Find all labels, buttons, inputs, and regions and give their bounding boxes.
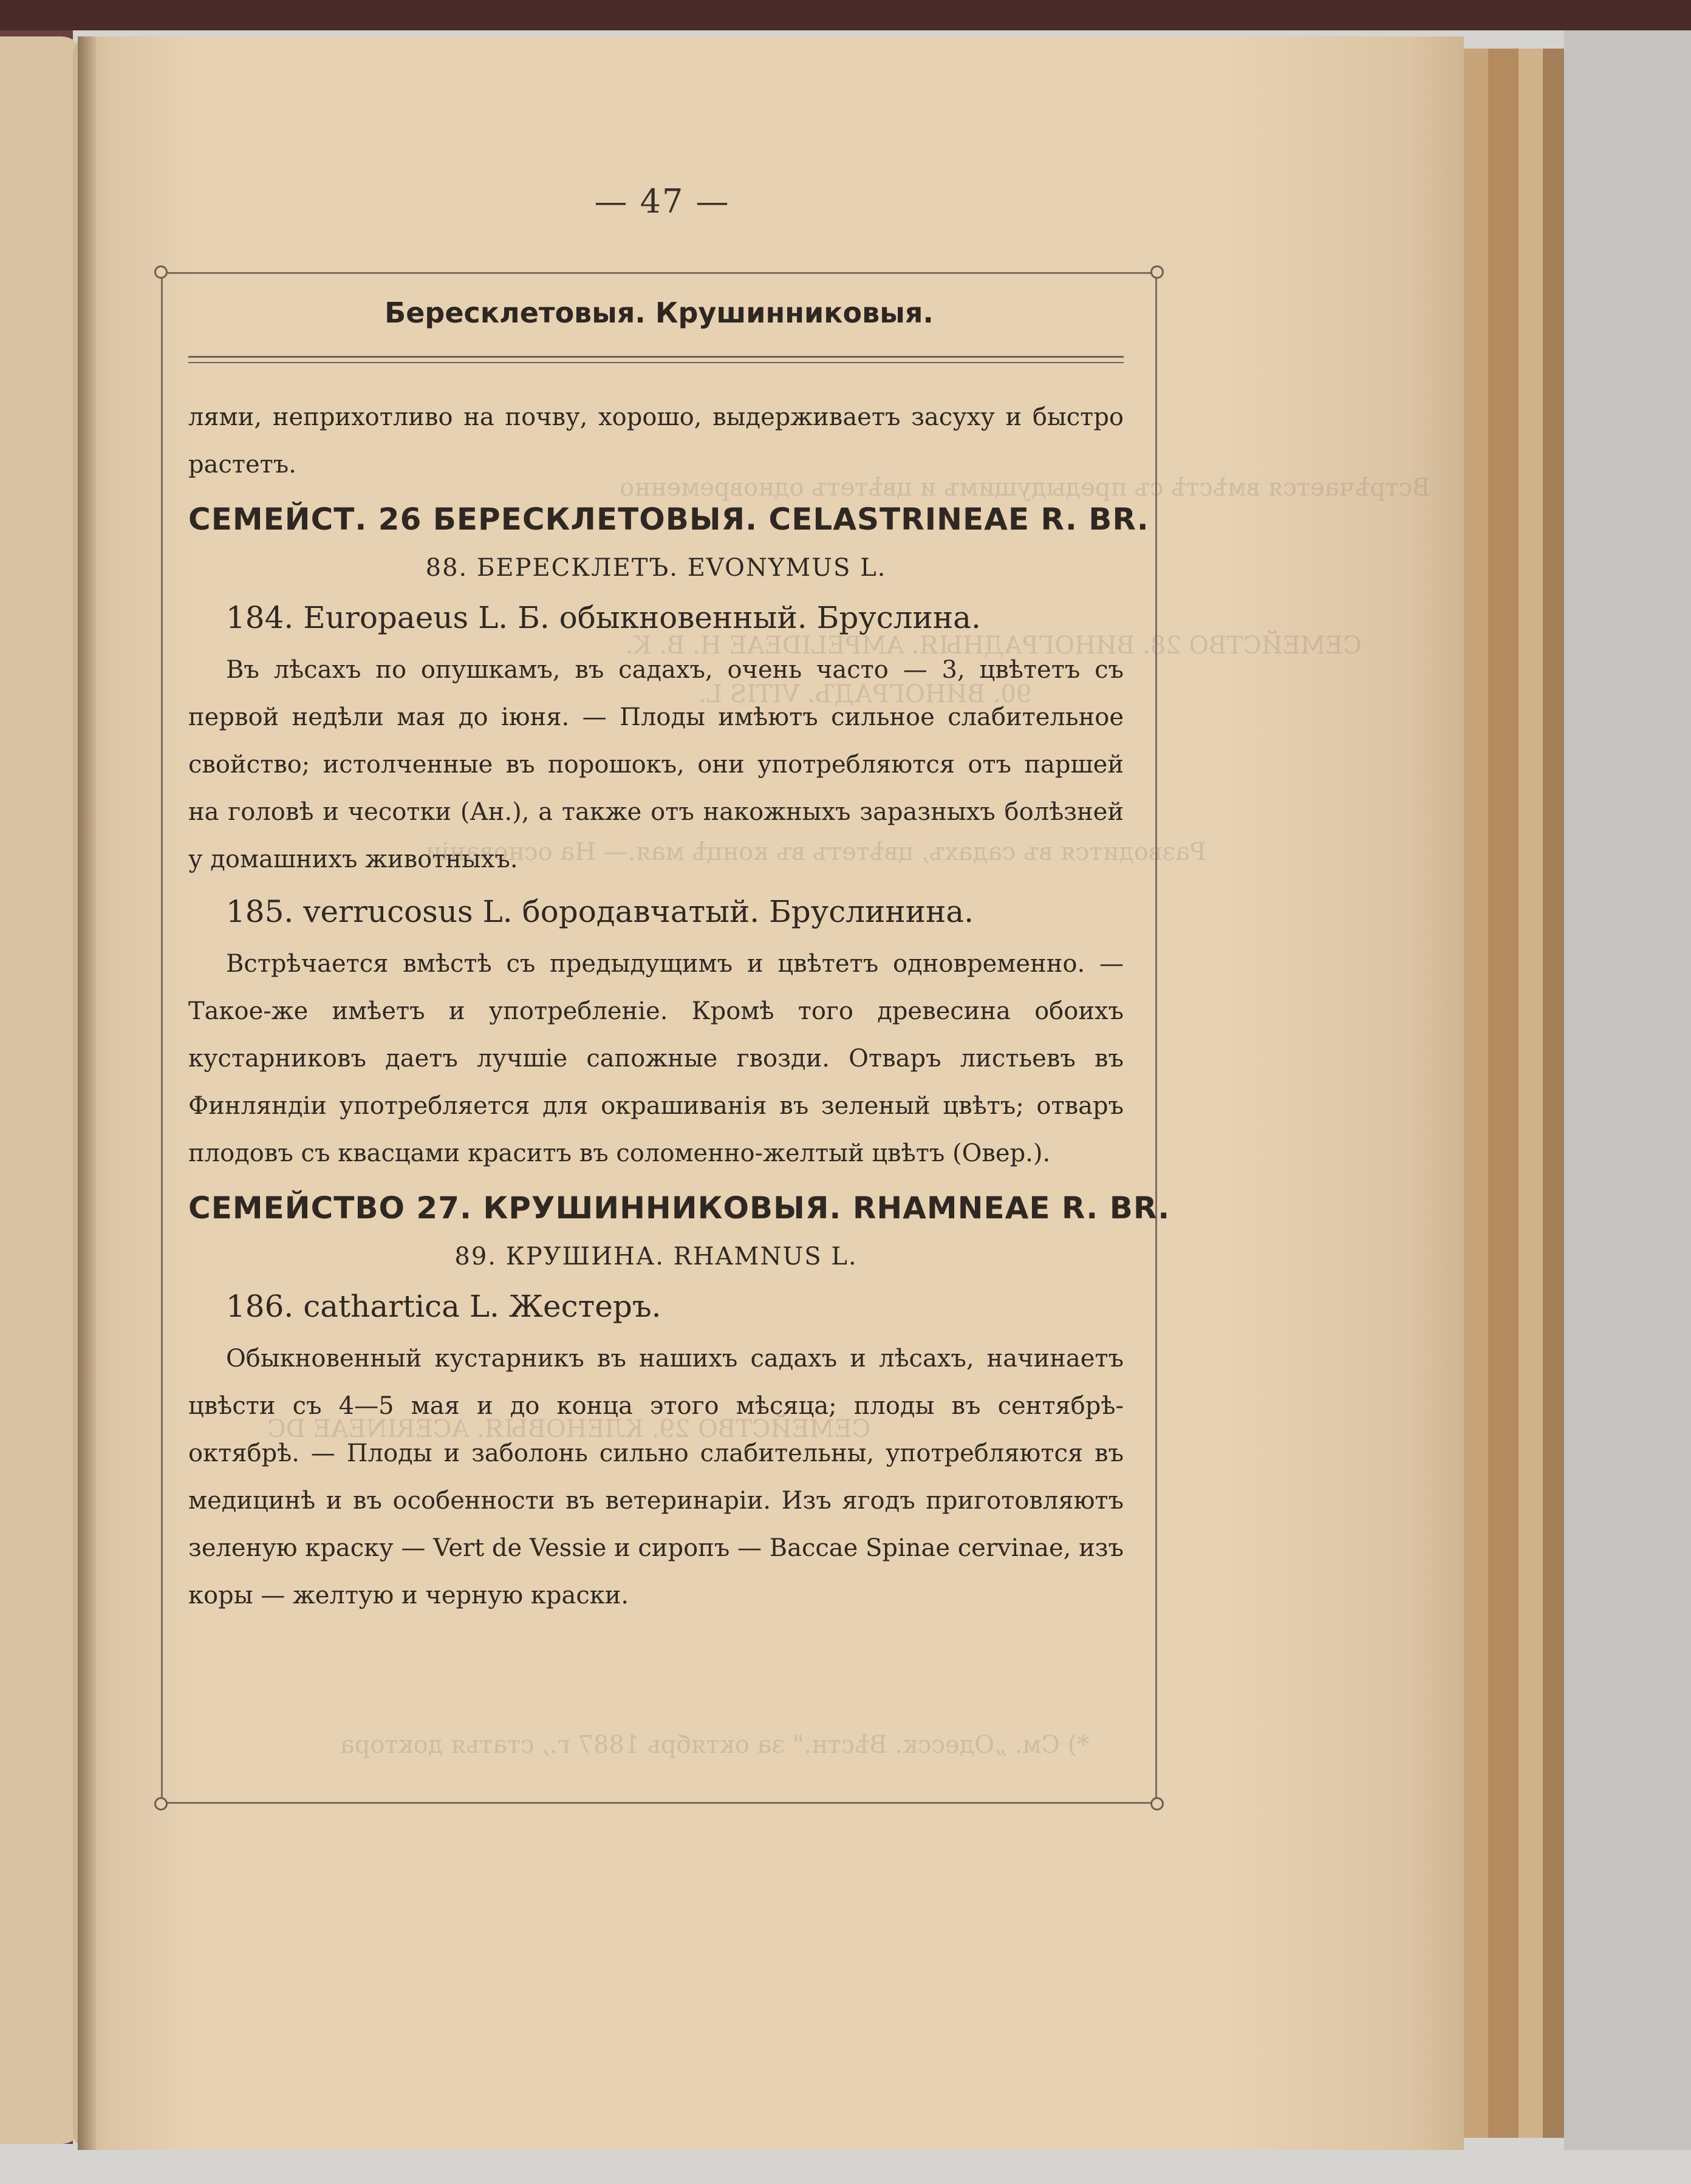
family-heading: СЕМЕЙСТВО 27. КРУШИННИКОВЫЯ. RHAMNEAE R. BR. [188,1190,1170,1226]
facing-page-edge [0,36,85,2144]
bleed-through-text: *) См. „Одесск. Вѣстн." за октябрь 1887 г., статья доктора [340,1731,1090,1759]
frame-corner-ornament [154,1797,168,1810]
bleed-through-text: Разводится въ садахъ, цвѣтетъ въ концѣ мая.— На основаніи [425,838,1207,866]
page-block-edge [1543,49,1564,2138]
species-title: 185. verrucosus L. бородавчатый. Бруслинина. [226,894,974,929]
header-rule [188,362,1124,363]
page-block-edge [1488,49,1518,2138]
species-title: 186. cathartica L. Жестеръ. [226,1289,661,1324]
page-gutter [78,36,96,2150]
frame-corner-ornament [154,265,168,279]
page-text [188,394,1170,1619]
bleed-through-text: СЕМЕЙСТВО 28. ВИНОГРАДНЫЯ. AMPELIDEAE H. B. K. [626,632,1362,660]
page-number: — 47 — [594,182,730,220]
genus-heading: 89. КРУШИНА. RHAMNUS L. [454,1243,858,1271]
frame-corner-ornament [1150,1797,1164,1810]
header-rule [188,356,1124,358]
species-description: Въ лѣсахъ по опушкамъ, въ садахъ, очень часто — 3, цвѣтетъ съ первой недѣли мая до іюня. — Плоды имѣютъ сильное слабительное свойство; истолченные въ порошокъ, они употребляются отъ паршей на головѣ и чесотки (Ан.), а также отъ накожныхъ заразныхъ болѣзней у домашнихъ животныхъ. [188,656,1124,873]
bleed-through-text: Встрѣчается вмѣстѣ съ предыдущимъ и цвѣтетъ одновременно [620,474,1430,502]
species-description: Обыкновенный кустарникъ въ нашихъ садахъ и лѣсахъ, начинаетъ цвѣсти съ 4—5 мая и до конца этого мѣсяца; плоды въ сентябрѣ-октябрѣ. — Плоды и заболонь сильно слабительны, употребляются въ медицинѣ и въ особенности въ ветеринаріи. Изъ ягодъ приготовляютъ зеленую краску — Vert de Vessie и сиропъ — Baccae Spinae cervinae, изъ коры — желтую и черную краски. [188,1345,1124,1609]
species-description: Встрѣчается вмѣстѣ съ предыдущимъ и цвѣтетъ одновременно. — Такое-же имѣетъ и употребленіе. Кромѣ того древесина обоихъ кустарниковъ даетъ лучшіе сапожные гвозди. Отваръ листьевъ въ Финляндіи употребляется для окрашиванія въ зеленый цвѣтъ; отваръ плодовъ съ квасцами краситъ въ соломенно-желтый цвѣтъ (Овер.). [188,950,1124,1167]
family-heading: СЕМЕЙСТ. 26 БЕРЕСКЛЕТОВЫЯ. CELASTRINEAE R. BR. [188,502,1149,537]
bleed-through-text: 90. ВИНОГРАДЪ. VITIS L. [699,680,1032,708]
frame-corner-ornament [1150,265,1164,279]
continuation-paragraph: лями, неприхотливо на почву, хорошо, выдерживаетъ засуху и быстро растетъ. [188,403,1124,479]
genus-heading: 88. БЕРЕСКЛЕТЪ. EVONYMUS L. [425,554,887,582]
scanner-bed-right [1564,30,1691,2150]
scanner-bed-top [0,0,1691,30]
page-block-edge [1518,49,1543,2138]
bleed-through-text: СЕМЕЙСТВО 29. КЛЕНОВЫЯ. ACERINEAE DC [267,1415,871,1443]
species-title: 184. Europaeus L. Б. обыкновенный. Бруслина. [226,600,981,635]
running-head: Бересклетовыя. Крушинниковыя. [384,296,934,329]
